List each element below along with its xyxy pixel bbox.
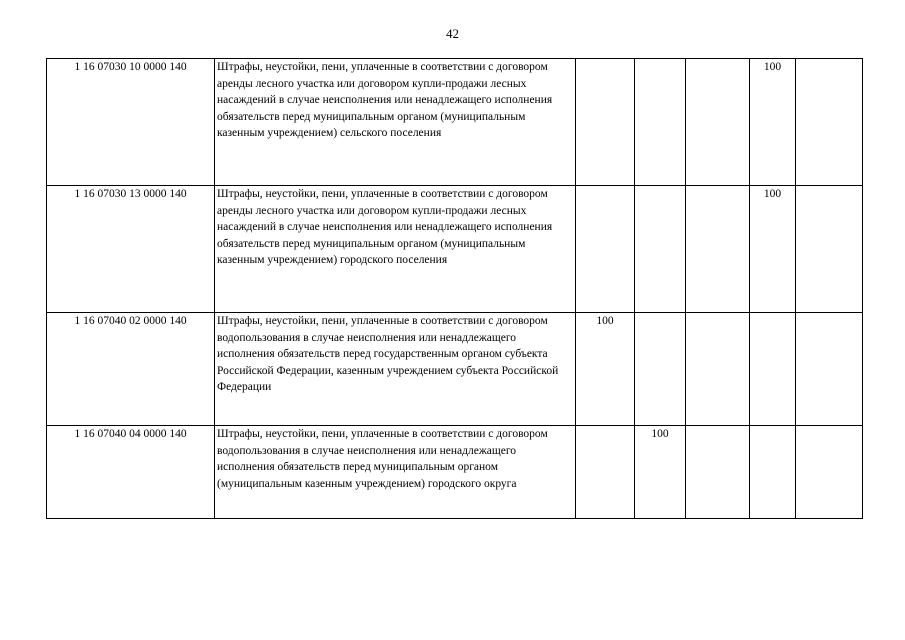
value-cell (635, 313, 686, 426)
value-cell: 100 (750, 59, 796, 186)
code-cell: 1 16 07030 13 0000 140 (47, 186, 215, 313)
page-number: 42 (446, 26, 459, 41)
value-cell (796, 426, 863, 519)
table-row (47, 59, 863, 186)
value-cell (686, 59, 750, 186)
description-cell: Штрафы, неустойки, пени, уплаченные в соответствии с договором аренды лесного участка или договором купли-продажи лесных насаждений в случае неисполнения или ненадлежащего исполнения обязательств перед муниципальным органом (муниципальным казенным учреждением) сельского поселения (215, 59, 576, 186)
value-cell (635, 186, 686, 313)
value-cell (796, 313, 863, 426)
description-cell: Штрафы, неустойки, пени, уплаченные в соответствии с договором водопользования в случае неисполнения или ненадлежащего исполнения обязательств перед муниципальным органом (муниципальным казенным учреждением) городского округа (215, 426, 576, 519)
value-cell (576, 186, 635, 313)
value-cell: 100 (635, 426, 686, 519)
value-cell (750, 313, 796, 426)
value-cell (686, 426, 750, 519)
value-cell (576, 426, 635, 519)
table-row (47, 313, 863, 426)
value-cell (635, 59, 686, 186)
description-cell: Штрафы, неустойки, пени, уплаченные в соответствии с договором водопользования в случае неисполнения или ненадлежащего исполнения обязательств перед государственным органом субъекта Российской Федерации, казенным учреждением субъекта Российской Федерации (215, 313, 576, 426)
table-row (47, 186, 863, 313)
value-cell (686, 313, 750, 426)
description-cell: Штрафы, неустойки, пени, уплаченные в соответствии с договором аренды лесного участка или договором купли-продажи лесных насаждений в случае неисполнения или ненадлежащего исполнения обязательств перед муниципальным органом (муниципальным казенным учреждением) городского поселения (215, 186, 576, 313)
revenue-codes-table (46, 58, 863, 519)
value-cell: 100 (576, 313, 635, 426)
table-row (47, 426, 863, 519)
value-cell (750, 426, 796, 519)
code-cell: 1 16 07030 10 0000 140 (47, 59, 215, 186)
code-cell: 1 16 07040 04 0000 140 (47, 426, 215, 519)
value-cell (576, 59, 635, 186)
value-cell (796, 59, 863, 186)
value-cell (686, 186, 750, 313)
value-cell: 100 (750, 186, 796, 313)
code-cell: 1 16 07040 02 0000 140 (47, 313, 215, 426)
value-cell (796, 186, 863, 313)
